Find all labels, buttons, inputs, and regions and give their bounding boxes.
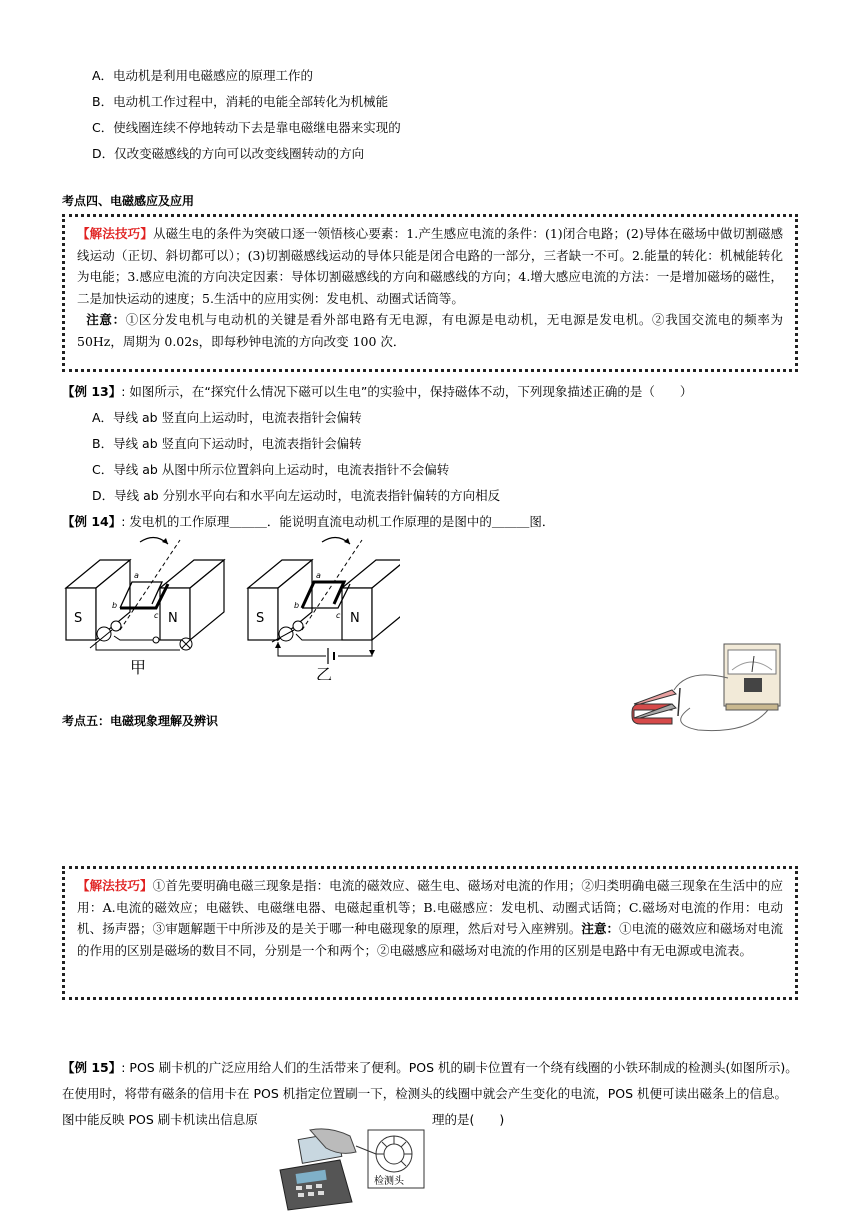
q12-option-d: D．仅改变磁感线的方向可以改变线圈转动的方向 bbox=[92, 146, 365, 161]
figure-jia bbox=[66, 537, 224, 677]
figure-jia-label: 甲 bbox=[130, 658, 147, 677]
q12-option-b: B．电动机工作过程中，消耗的电能全部转化为机械能 bbox=[92, 94, 389, 109]
ex13-option-b: B．导线 ab 竖直向下运动时，电流表指针会偏转 bbox=[92, 436, 362, 451]
wire-c: c bbox=[336, 611, 341, 620]
note-text: ①电流的磁效应和磁场对电流的作用的区别是磁场的数目不同，分别是一个和两个；②电磁感应和磁场对电流的作用的区别是电路中有无电源或电流表。 bbox=[77, 921, 783, 958]
figure-yi bbox=[248, 537, 400, 680]
tip-label: 【解法技巧】 bbox=[77, 878, 153, 893]
q12-option-a: A．电动机是利用电磁感应的原理工作的 bbox=[92, 68, 314, 83]
tip-box bbox=[62, 866, 798, 1000]
example-15-line3b: 理的是( ) bbox=[432, 1112, 505, 1127]
tip-box bbox=[62, 214, 798, 372]
example-15-line1 bbox=[62, 1058, 798, 1076]
section-heading: 考点五：电磁现象理解及辨识 bbox=[62, 714, 219, 728]
example-13-stem bbox=[62, 382, 692, 400]
example-text: : POS 刷卡机的广泛应用给人们的生活带来了便利。POS 机的刷卡位置有一个绕有线圈的小铁环制成的检测头(如图所示)。 bbox=[121, 1060, 798, 1075]
tip-label: 【解法技巧】 bbox=[77, 226, 153, 241]
example-15-line3a: 图中能反映 POS 刷卡机读出信息原 bbox=[62, 1112, 258, 1127]
example-stem: : 如图所示，在“探究什么情况下磁可以生电”的实验中，保持磁体不动，下列现象描述正确的是（ ） bbox=[121, 384, 693, 399]
example-label: 【例 15】 bbox=[62, 1060, 122, 1075]
section-heading: 考点四、电磁感应及应用 bbox=[62, 194, 195, 208]
pole-s: S bbox=[74, 611, 83, 626]
induction-apparatus-figure bbox=[628, 638, 788, 736]
wire-b: b bbox=[294, 601, 300, 610]
ex13-option-a: A．导线 ab 竖直向上运动时，电流表指针会偏转 bbox=[92, 410, 362, 425]
pos-machine-figure bbox=[270, 1126, 430, 1212]
pole-n: N bbox=[168, 611, 178, 626]
wire-a: a bbox=[316, 571, 321, 580]
detector-label: 检测头 bbox=[374, 1176, 404, 1187]
example-stem: : 发电机的工作原理＿＿＿．能说明直流电动机工作原理的是图中的＿＿＿图． bbox=[121, 514, 555, 529]
tip-text: 从磁生电的条件为突破口逐一领悟核心要素：1.产生感应电流的条件：(1)闭合电路；(2)导体在磁场中做切割磁感线运动（正切、斜切都可以）；(3)切割磁感线运动的导体只能是闭合电路的一部分，三者缺一不可。2.能量的转化：机械能转化为电能；3.感应电流的方向决定因素：导体切割磁感线的方向和磁感线的方向；4.增大感应电流的方法：一是增加磁场的磁性，二是加快运动的速度；5.生活中的应用实例：发电机、动圈式话筒等。 bbox=[77, 226, 783, 306]
note-label: 注意： bbox=[581, 921, 620, 936]
q12-option-c: C．使线圈连续不停地转动下去是靠电磁继电器来实现的 bbox=[92, 120, 401, 135]
pole-s: S bbox=[256, 611, 265, 626]
wire-a: a bbox=[134, 571, 139, 580]
note-text: ①区分发电机与电动机的关键是看外部电路有无电源，有电源是电动机，无电源是发电机。②我国交流电的频率为 50Hz，周期为 0.02s，即每秒钟电流的方向改变 100 次． bbox=[77, 312, 783, 349]
example-label: 【例 13】 bbox=[62, 384, 122, 399]
example-15-line2: 在使用时，将带有磁条的信用卡在 POS 机指定位置刷一下，检测头的线圈中就会产生变化的电流，POS 机便可读出磁条上的信息。 bbox=[62, 1086, 788, 1101]
example-label: 【例 14】 bbox=[62, 514, 122, 529]
figure-yi-label: 乙 bbox=[316, 665, 333, 680]
ex13-option-c: C．导线 ab 从图中所示位置斜向上运动时，电流表指针不会偏转 bbox=[92, 462, 450, 477]
tip-text: ①首先要明确电磁三现象是指：电流的磁效应、磁生电、磁场对电流的作用；②归类明确电磁三现象在生活中的应用：A.电流的磁效应；电磁铁、电磁继电器、电磁起重机等；B.电磁感应：发电机、动圈式话筒；C.磁场对电流的作用：电动机、扬声器；③审题解题干中所涉及的是关于哪一种电磁现象的原理，然后对号入座辨别。 bbox=[77, 878, 783, 936]
motor-generator-figure bbox=[60, 530, 400, 680]
ex13-option-d: D．导线 ab 分别水平向右和水平向左运动时，电流表指针偏转的方向相反 bbox=[92, 488, 501, 503]
example-14-stem bbox=[62, 512, 554, 530]
wire-c: c bbox=[154, 611, 159, 620]
note-label: 注意： bbox=[86, 312, 126, 327]
pole-n: N bbox=[350, 611, 360, 626]
wire-b: b bbox=[112, 601, 118, 610]
